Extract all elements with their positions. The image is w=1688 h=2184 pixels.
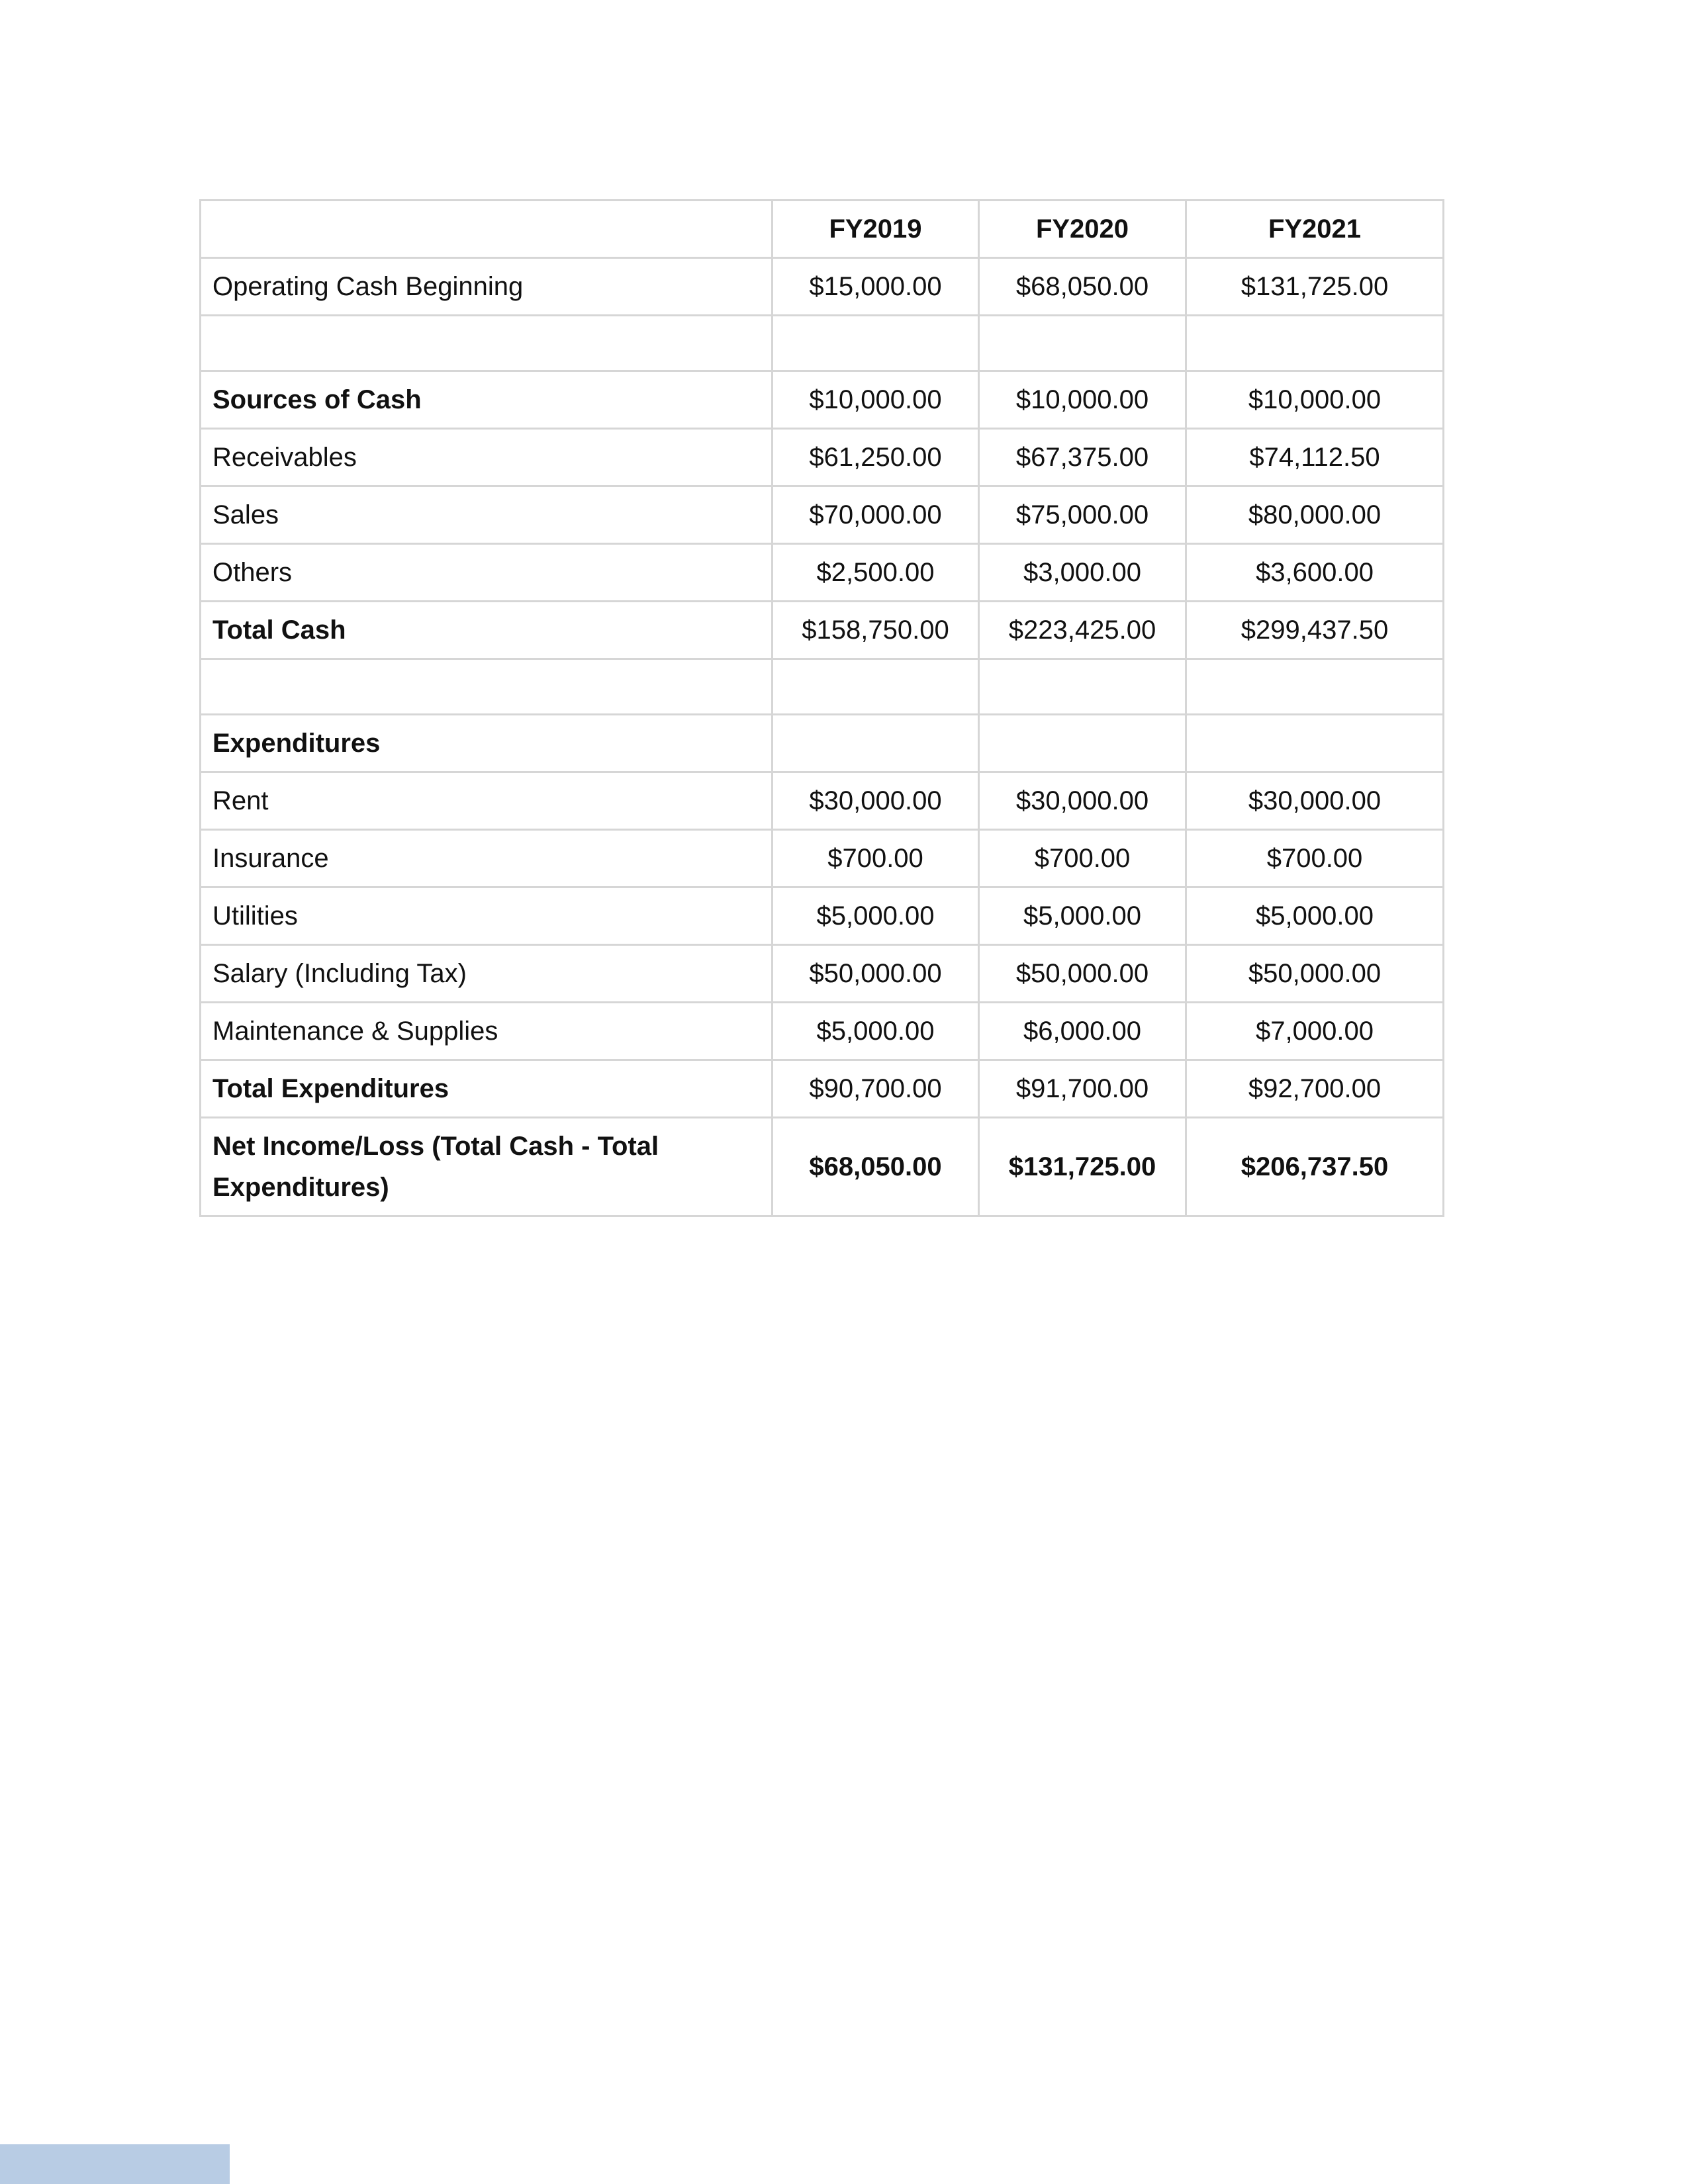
table-row-net-income-loss	[201, 1118, 1444, 1216]
row-value-fy2021: $30,000.00	[1186, 772, 1444, 830]
row-value-fy2021: $50,000.00	[1186, 945, 1444, 1003]
row-value-fy2019	[773, 659, 979, 715]
table-row-total-expenditures	[201, 1060, 1444, 1118]
table-row-others	[201, 544, 1444, 602]
header-fy2020: FY2020	[979, 201, 1186, 258]
row-value-fy2020: $10,000.00	[979, 371, 1186, 429]
table-row-total-cash	[201, 602, 1444, 659]
table-row-maintenance-supplies	[201, 1003, 1444, 1060]
row-value-fy2021	[1186, 659, 1444, 715]
row-value-fy2019: $50,000.00	[773, 945, 979, 1003]
row-value-fy2019: $30,000.00	[773, 772, 979, 830]
table-row-insurance	[201, 830, 1444, 887]
row-value-fy2020	[979, 316, 1186, 371]
row-value-fy2020: $67,375.00	[979, 429, 1186, 486]
row-value-fy2020: $75,000.00	[979, 486, 1186, 544]
row-value-fy2019: $61,250.00	[773, 429, 979, 486]
row-value-fy2019: $15,000.00	[773, 258, 979, 316]
row-value-fy2020: $3,000.00	[979, 544, 1186, 602]
row-value-fy2021: $92,700.00	[1186, 1060, 1444, 1118]
row-value-fy2019: $2,500.00	[773, 544, 979, 602]
row-label	[201, 659, 773, 715]
table-row-spacer	[201, 316, 1444, 371]
row-value-fy2021: $10,000.00	[1186, 371, 1444, 429]
table-row-utilities	[201, 887, 1444, 945]
table-row-sales	[201, 486, 1444, 544]
row-value-fy2019: $5,000.00	[773, 887, 979, 945]
row-value-fy2021: $131,725.00	[1186, 258, 1444, 316]
row-value-fy2020: $5,000.00	[979, 887, 1186, 945]
row-label	[201, 316, 773, 371]
row-value-fy2020: $91,700.00	[979, 1060, 1186, 1118]
row-label: Receivables	[201, 429, 773, 486]
row-value-fy2021: $299,437.50	[1186, 602, 1444, 659]
table-row-receivables	[201, 429, 1444, 486]
row-value-fy2021: $206,737.50	[1186, 1118, 1444, 1216]
row-label: Total Cash	[201, 602, 773, 659]
row-label: Total Expenditures	[201, 1060, 773, 1118]
row-value-fy2020	[979, 715, 1186, 772]
row-label: Utilities	[201, 887, 773, 945]
header-fy2021: FY2021	[1186, 201, 1444, 258]
row-value-fy2020	[979, 659, 1186, 715]
row-value-fy2021: $700.00	[1186, 830, 1444, 887]
row-value-fy2019: $10,000.00	[773, 371, 979, 429]
header-label-cell	[201, 201, 773, 258]
row-value-fy2020: $30,000.00	[979, 772, 1186, 830]
table-header-row	[201, 201, 1444, 258]
row-value-fy2021	[1186, 316, 1444, 371]
row-label: Sources of Cash	[201, 371, 773, 429]
row-value-fy2019	[773, 715, 979, 772]
table-row-operating-cash-beginning	[201, 258, 1444, 316]
table-row-salary	[201, 945, 1444, 1003]
row-value-fy2019: $90,700.00	[773, 1060, 979, 1118]
table-row-rent	[201, 772, 1444, 830]
row-label: Insurance	[201, 830, 773, 887]
row-value-fy2020: $223,425.00	[979, 602, 1186, 659]
row-label: Operating Cash Beginning	[201, 258, 773, 316]
row-label: Others	[201, 544, 773, 602]
row-value-fy2021	[1186, 715, 1444, 772]
row-value-fy2019: $70,000.00	[773, 486, 979, 544]
row-value-fy2019: $68,050.00	[773, 1118, 979, 1216]
row-value-fy2019: $5,000.00	[773, 1003, 979, 1060]
row-value-fy2021: $3,600.00	[1186, 544, 1444, 602]
row-value-fy2019	[773, 316, 979, 371]
cash-flow-table	[199, 199, 1444, 1217]
row-value-fy2021: $80,000.00	[1186, 486, 1444, 544]
table-row-spacer	[201, 659, 1444, 715]
row-label: Sales	[201, 486, 773, 544]
row-value-fy2020: $50,000.00	[979, 945, 1186, 1003]
row-label: Salary (Including Tax)	[201, 945, 773, 1003]
row-value-fy2021: $5,000.00	[1186, 887, 1444, 945]
table-row-expenditures	[201, 715, 1444, 772]
footer-color-block	[0, 2144, 230, 2184]
row-value-fy2020: $6,000.00	[979, 1003, 1186, 1060]
row-value-fy2020: $131,725.00	[979, 1118, 1186, 1216]
row-label: Expenditures	[201, 715, 773, 772]
table-row-sources-of-cash	[201, 371, 1444, 429]
row-value-fy2019: $158,750.00	[773, 602, 979, 659]
row-value-fy2020: $68,050.00	[979, 258, 1186, 316]
row-value-fy2020: $700.00	[979, 830, 1186, 887]
row-value-fy2019: $700.00	[773, 830, 979, 887]
row-label: Maintenance & Supplies	[201, 1003, 773, 1060]
header-fy2019: FY2019	[773, 201, 979, 258]
row-value-fy2021: $7,000.00	[1186, 1003, 1444, 1060]
row-value-fy2021: $74,112.50	[1186, 429, 1444, 486]
row-label: Net Income/Loss (Total Cash - Total Expenditures)	[201, 1118, 773, 1216]
row-label: Rent	[201, 772, 773, 830]
